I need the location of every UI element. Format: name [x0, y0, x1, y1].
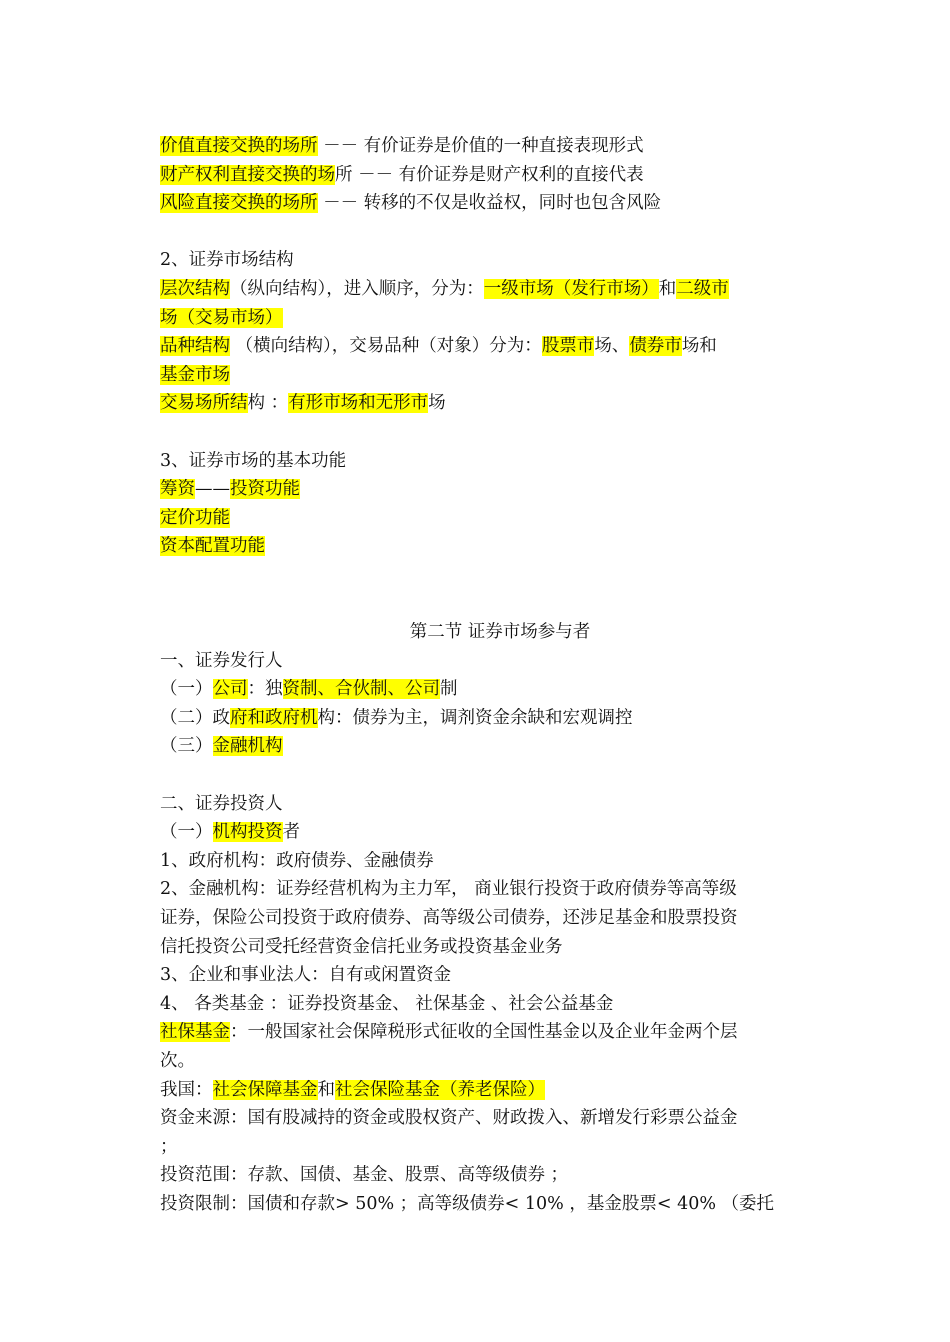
highlighted-text: 社会保障基金 — [212, 1079, 318, 1100]
text-line — [160, 504, 800, 533]
text-line — [160, 847, 800, 876]
blank-line — [160, 761, 800, 790]
text-line — [160, 647, 800, 676]
text-segment: 次。 — [160, 1051, 195, 1071]
text-segment: （一） — [160, 679, 213, 700]
text-line — [160, 1018, 800, 1047]
text-segment: 我国： — [160, 1079, 213, 1100]
text-segment: 投资限制：国债和存款> 50% ；高等级债券< 10% ，基金股票< 40% （委托 — [160, 1193, 775, 1214]
text-segment: 和 — [317, 1079, 335, 1100]
highlighted-text: 定价功能 — [160, 507, 230, 528]
highlighted-text: 公司 — [212, 679, 248, 700]
highlighted-text: 府和政府机 — [230, 707, 318, 728]
text-line — [160, 189, 800, 218]
text-line — [160, 732, 800, 761]
text-segment: （一） — [160, 822, 213, 843]
text-line — [160, 875, 800, 904]
highlighted-text: 社保基金 — [160, 1022, 230, 1043]
text-line — [160, 990, 800, 1019]
text-segment: 构：债券为主，调剂资金余缺和宏观调控 — [317, 707, 633, 728]
highlighted-text: 筹资 — [160, 479, 195, 500]
text-segment: 场、 — [594, 336, 630, 357]
highlighted-text: 资制、合伙制、公司 — [282, 679, 440, 700]
highlighted-text: 层次结构 — [160, 278, 230, 299]
highlighted-text: 品种结构 — [160, 336, 230, 357]
highlighted-text: 一级市场（发行市场） — [483, 278, 659, 299]
text-line — [160, 1076, 800, 1105]
highlighted-text: 有形市场和无形市 — [288, 393, 429, 414]
text-segment: －－ 转移的不仅是收益权，同时也包含风险 — [317, 193, 662, 214]
text-segment: （横向结构），交易品种（对象）分为： — [230, 336, 542, 357]
text-line — [160, 361, 800, 390]
text-line — [160, 1133, 800, 1162]
text-line — [160, 332, 800, 361]
text-line — [160, 246, 800, 275]
text-segment: 4、 各类基金 ：证券投资基金、 社保基金 、社会公益基金 — [160, 993, 614, 1014]
text-segment: 构 ： — [247, 393, 289, 414]
text-line — [160, 933, 800, 962]
text-line — [160, 532, 800, 561]
highlighted-text: 机构投资 — [212, 822, 283, 843]
text-segment: 资金来源：国有股减持的资金或股权资产、财政拨入、新增发行彩票公益金 — [160, 1108, 738, 1129]
text-line — [160, 275, 800, 304]
blank-line — [160, 590, 800, 619]
blank-line — [160, 561, 800, 590]
highlighted-text: 场（交易市场） — [160, 307, 283, 328]
text-segment: 场 — [428, 393, 446, 414]
text-segment: （三） — [160, 736, 213, 757]
highlighted-text: 基金市场 — [160, 364, 230, 385]
highlighted-text: 债券市 — [629, 336, 682, 357]
text-segment: 信托投资公司受托经营资金信托业务或投资基金业务 — [160, 936, 563, 957]
text-line — [160, 818, 800, 847]
text-line — [160, 1161, 800, 1190]
text-segment: 一、证券发行人 — [160, 650, 283, 671]
text-segment: （纵向结构），进入顺序，分为： — [230, 278, 484, 299]
text-line — [160, 961, 800, 990]
text-line — [160, 1104, 800, 1133]
text-segment: （二）政 — [160, 707, 230, 728]
text-line — [160, 904, 800, 933]
text-segment: ：一般国家社会保障税形式征收的全国性基金以及企业年金两个层 — [230, 1022, 738, 1043]
text-segment: 第二节 证券市场参与者 — [409, 622, 591, 643]
text-line — [160, 161, 800, 190]
text-segment: 3、证券市场的基本功能 — [160, 450, 347, 471]
highlighted-text: 二级市 — [676, 278, 729, 299]
highlighted-text: 股票市 — [541, 336, 595, 357]
text-segment: 二、证券投资人 — [160, 793, 283, 814]
text-segment: 者 — [282, 822, 300, 843]
document-page — [160, 132, 800, 1219]
text-segment: 3、企业和事业法人：自有或闲置资金 — [160, 965, 452, 986]
highlighted-text: 社会保险基金（养老保险） — [335, 1079, 545, 1100]
text-segment: 投资范围：存款、国债、基金、股票、高等级债券 ； — [160, 1165, 569, 1186]
text-segment: ； — [160, 1136, 178, 1157]
section-heading — [160, 618, 800, 647]
highlighted-text: 风险直接交换的场所 — [160, 193, 318, 214]
text-segment: 2、证券市场结构 — [160, 250, 294, 271]
text-segment: －－ 有价证券是价值的一种直接表现形式 — [317, 136, 644, 156]
text-line — [160, 1190, 800, 1219]
text-segment: 所 －－ 有价证券是财产权利的直接代表 — [335, 164, 644, 185]
highlighted-text: 交易场所结 — [160, 393, 248, 414]
highlighted-text: 价值直接交换的场所 — [160, 136, 318, 156]
highlighted-text: 财产权利直接交换的场 — [160, 164, 335, 185]
text-segment: 和 — [658, 278, 677, 299]
text-segment: 制 — [440, 679, 458, 700]
blank-line — [160, 218, 800, 247]
text-line — [160, 675, 800, 704]
highlighted-text: 金融机构 — [212, 736, 283, 757]
text-segment: 1、政府机构：政府债券、金融债券 — [160, 850, 434, 871]
highlighted-text: 资本配置功能 — [160, 536, 265, 557]
text-segment: 证券，保险公司投资于政府债券、高等级公司债券，还涉足基金和股票投资 — [160, 908, 738, 929]
blank-line — [160, 418, 800, 447]
text-line — [160, 389, 800, 418]
text-segment: —— — [195, 479, 230, 500]
text-segment: 场和 — [681, 336, 717, 357]
text-segment: 2、金融机构：证券经营机构为主力军， 商业银行投资于政府债券等高等级 — [160, 879, 737, 900]
text-segment: ：独 — [247, 679, 283, 700]
text-line — [160, 704, 800, 733]
text-line — [160, 475, 800, 504]
text-line — [160, 447, 800, 476]
text-line — [160, 790, 800, 819]
text-line — [160, 1047, 800, 1076]
text-line — [160, 304, 800, 333]
highlighted-text: 投资功能 — [230, 479, 300, 500]
text-line — [160, 132, 800, 161]
